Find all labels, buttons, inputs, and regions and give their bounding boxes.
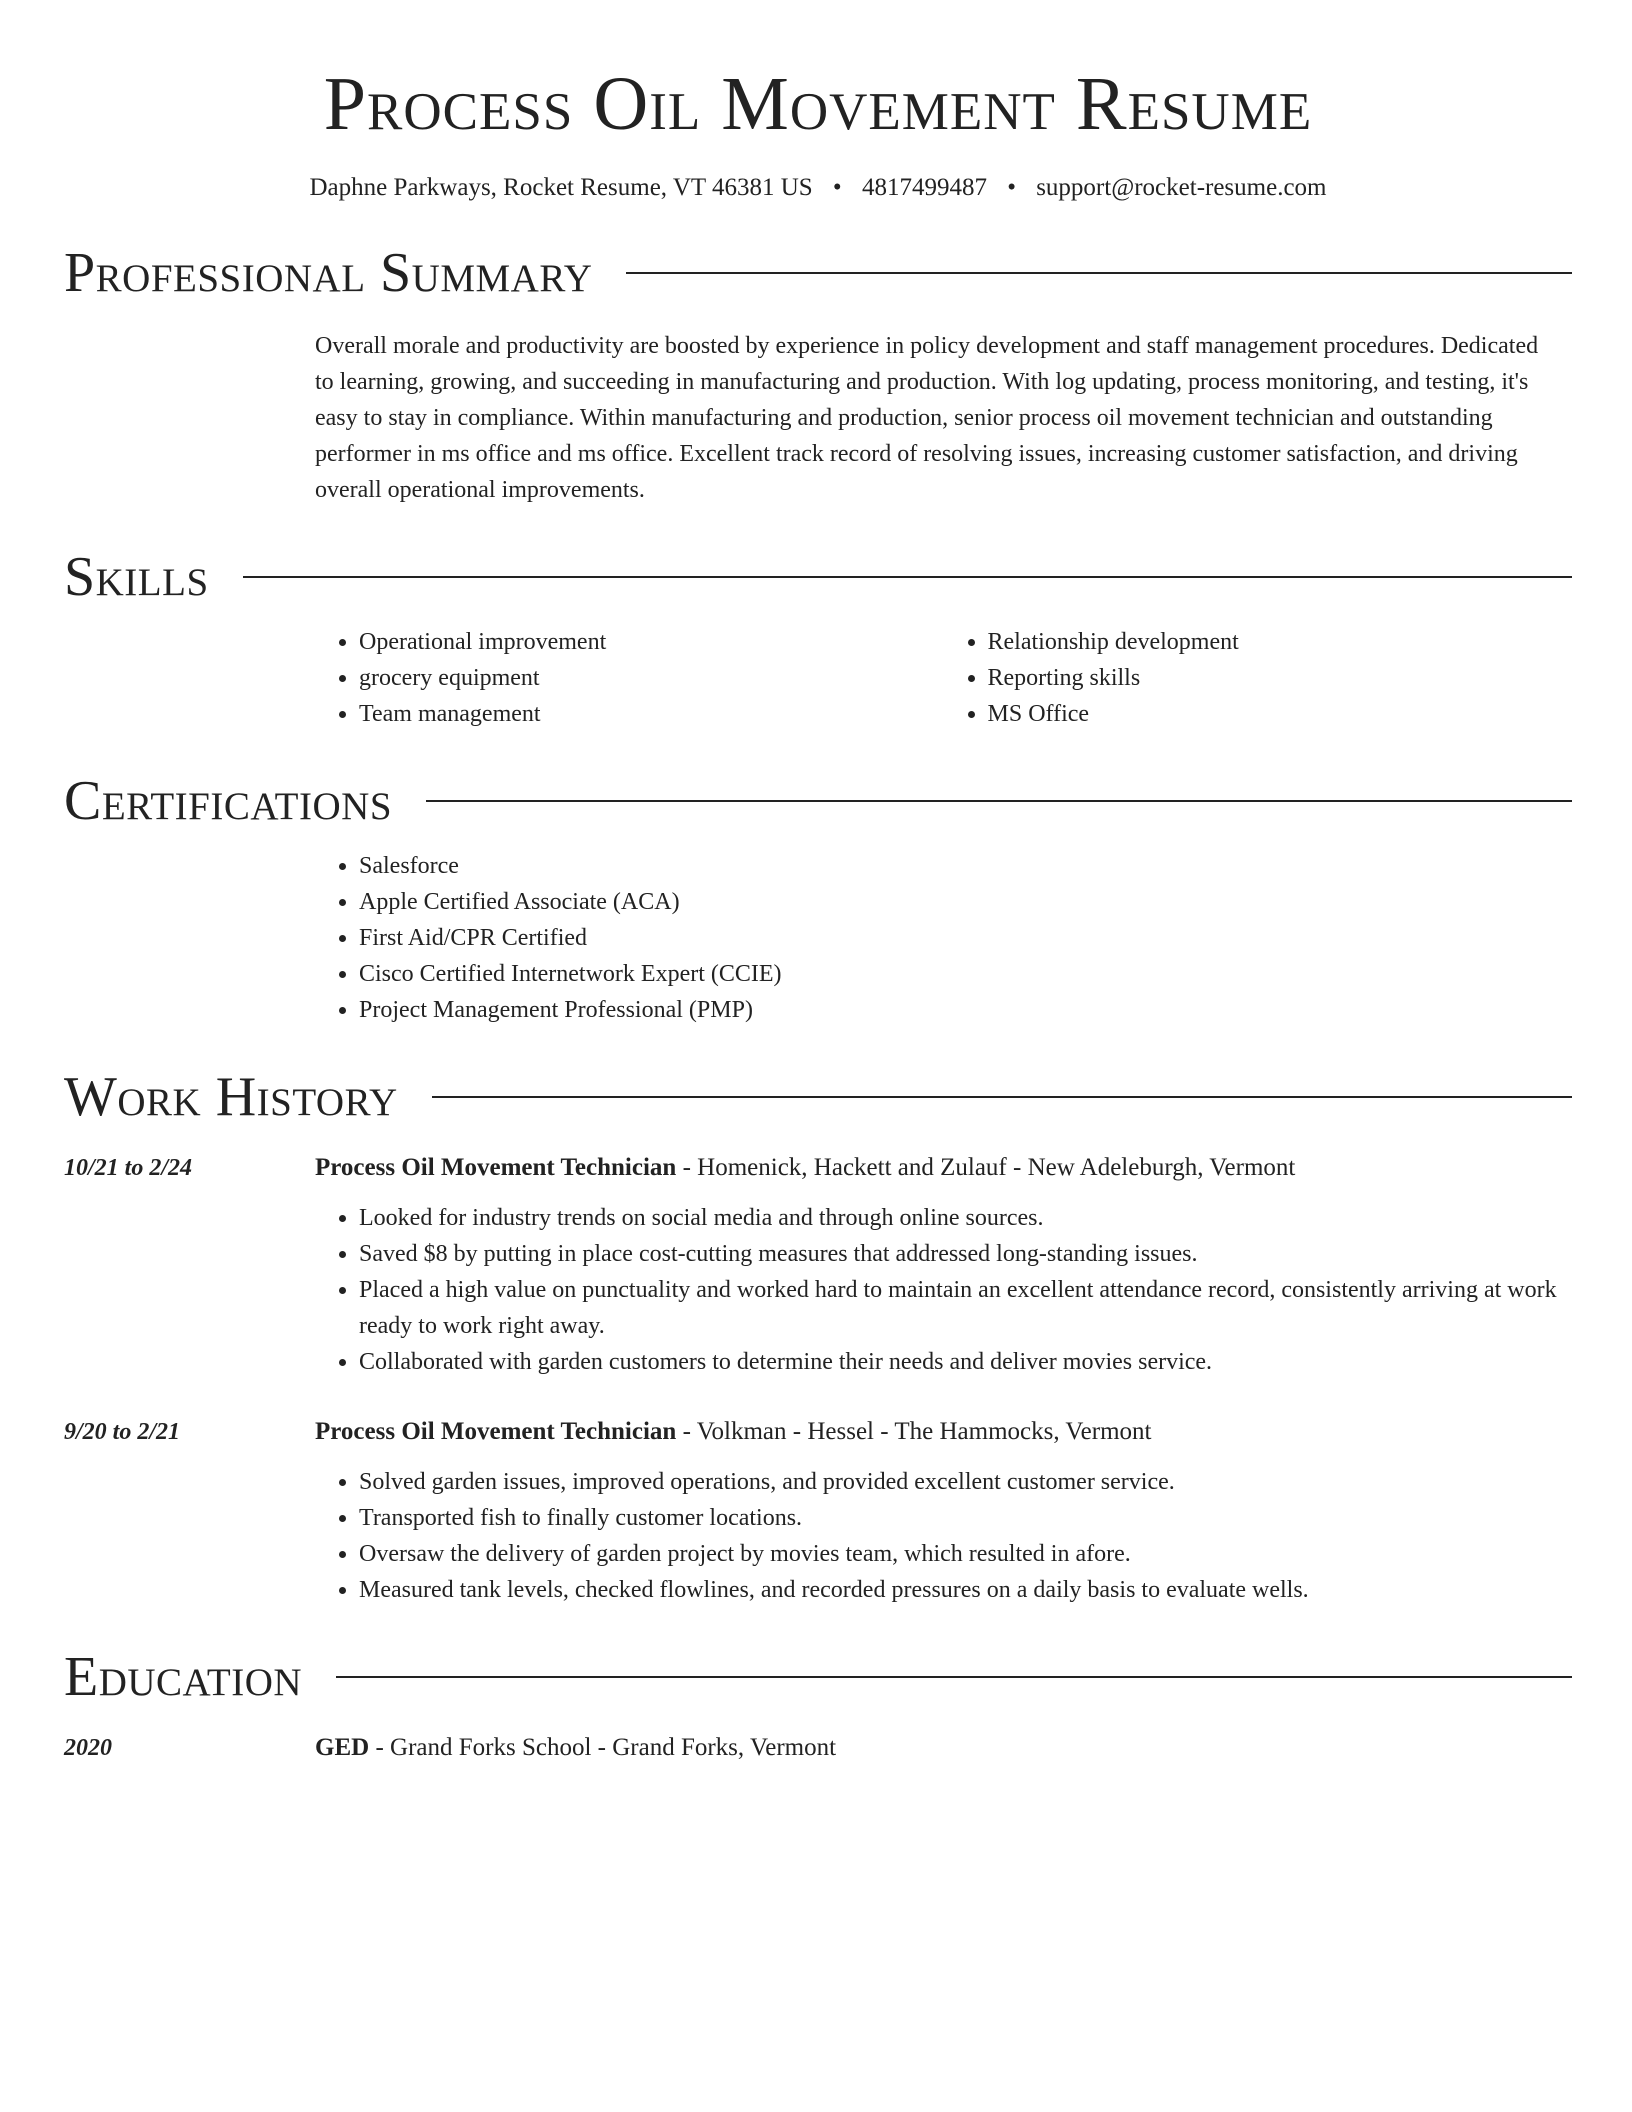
certifications-list bbox=[315, 848, 1572, 1028]
job-dates: 9/20 to 2/21 bbox=[64, 1419, 181, 1445]
work-heading: Work History bbox=[64, 1066, 398, 1128]
certification-item: • First Aid/CPR Certified bbox=[359, 920, 1572, 956]
skill-item: • Relationship development bbox=[988, 624, 1573, 660]
job-entry bbox=[64, 1150, 1572, 1380]
skill-item: • Operational improvement bbox=[359, 624, 944, 660]
job-details bbox=[315, 1414, 1572, 1608]
resume-title: Process Oil Movement Resume bbox=[323, 62, 1313, 146]
job-bullets bbox=[315, 1200, 1572, 1380]
education-heading: Education bbox=[64, 1646, 303, 1708]
certification-item: • Cisco Certified Internetwork Expert (CCIE) bbox=[359, 956, 1572, 992]
contact-email: support@rocket-resume.com bbox=[1036, 174, 1327, 201]
certification-item: • Apple Certified Associate (ACA) bbox=[359, 884, 1572, 920]
certification-item: • Project Management Professional (PMP) bbox=[359, 992, 1572, 1028]
job-bullet: • Looked for industry trends on social media and through online sources. bbox=[359, 1200, 1572, 1236]
contact-separator: • bbox=[832, 174, 842, 201]
job-employer: - Volkman - Hessel - The Hammocks, Vermont bbox=[676, 1418, 1152, 1445]
job-bullet: • Measured tank levels, checked flowlines, and recorded pressures on a daily basis to evaluate wells. bbox=[359, 1572, 1572, 1608]
education-degree: GED bbox=[315, 1734, 370, 1761]
job-role: Process Oil Movement Technician bbox=[315, 1154, 677, 1181]
education-year: 2020 bbox=[64, 1735, 112, 1761]
skill-item: • Reporting skills bbox=[988, 660, 1573, 696]
section-divider bbox=[243, 576, 1572, 578]
summary-section-header bbox=[64, 242, 1572, 304]
certifications-section-header bbox=[64, 770, 1572, 832]
job-bullet: • Placed a high value on punctuality and worked hard to maintain an excellent attendance record, consistently arriving at work ready to work right away. bbox=[359, 1272, 1572, 1344]
job-bullets bbox=[315, 1464, 1572, 1608]
education-entry bbox=[64, 1730, 1572, 1766]
job-dates: 10/21 to 2/24 bbox=[64, 1155, 193, 1181]
job-bullet: • Solved garden issues, improved operations, and provided excellent customer service. bbox=[359, 1464, 1572, 1500]
skill-item: • Team management bbox=[359, 696, 944, 732]
certification-item: • Salesforce bbox=[359, 848, 1572, 884]
skills-heading: Skills bbox=[64, 546, 209, 608]
skills-column-right bbox=[944, 624, 1573, 732]
job-title-line bbox=[315, 1150, 1572, 1186]
job-bullet: • Oversaw the delivery of garden project by movies team, which resulted in afore. bbox=[359, 1536, 1572, 1572]
section-divider bbox=[432, 1096, 1572, 1098]
job-bullet: • Collaborated with garden customers to determine their needs and deliver movies service. bbox=[359, 1344, 1572, 1380]
certifications-heading: Certifications bbox=[64, 770, 393, 832]
education-school: - Grand Forks School - Grand Forks, Vermont bbox=[369, 1734, 837, 1761]
skill-item: • MS Office bbox=[988, 696, 1573, 732]
job-employer: - Homenick, Hackett and Zulauf - New Adeleburgh, Vermont bbox=[676, 1154, 1296, 1181]
section-divider bbox=[626, 272, 1572, 274]
skills-list bbox=[315, 624, 1572, 732]
section-divider bbox=[426, 800, 1572, 802]
job-bullet: • Saved $8 by putting in place cost-cutting measures that addressed long-standing issues. bbox=[359, 1236, 1572, 1272]
job-entry bbox=[64, 1414, 1572, 1608]
education-section-header bbox=[64, 1646, 1572, 1708]
work-section-header bbox=[64, 1066, 1572, 1128]
section-divider bbox=[336, 1676, 1572, 1678]
contact-line bbox=[64, 172, 1572, 204]
summary-heading: Professional Summary bbox=[64, 242, 593, 304]
contact-phone: 4817499487 bbox=[861, 174, 987, 201]
contact-separator: • bbox=[1007, 174, 1016, 201]
job-bullet: • Transported fish to finally customer locations. bbox=[359, 1500, 1572, 1536]
skills-section-header bbox=[64, 546, 1572, 608]
certifications-bullets bbox=[315, 848, 1572, 1028]
job-title-line bbox=[315, 1414, 1572, 1450]
skills-column-left bbox=[315, 624, 944, 732]
contact-address: Daphne Parkways, Rocket Resume, VT 46381 US bbox=[309, 174, 813, 201]
job-role: Process Oil Movement Technician bbox=[315, 1418, 677, 1445]
summary-text: Overall morale and productivity are boosted by experience in policy development and staff management procedures. Dedicated to learning, growing, and succeeding in manufacturing and production. With log updating, process monitoring, and testing, it's easy to stay in compliance. Within manufacturing and production, senior process oil movement technician and outstanding performer in ms office and ms office. Excellent track record of resolving issues, increasing customer satisfaction, and driving overall operational improvements. bbox=[315, 333, 1539, 503]
skill-item: • grocery equipment bbox=[359, 660, 944, 696]
education-details bbox=[315, 1730, 1572, 1766]
job-details bbox=[315, 1150, 1572, 1380]
